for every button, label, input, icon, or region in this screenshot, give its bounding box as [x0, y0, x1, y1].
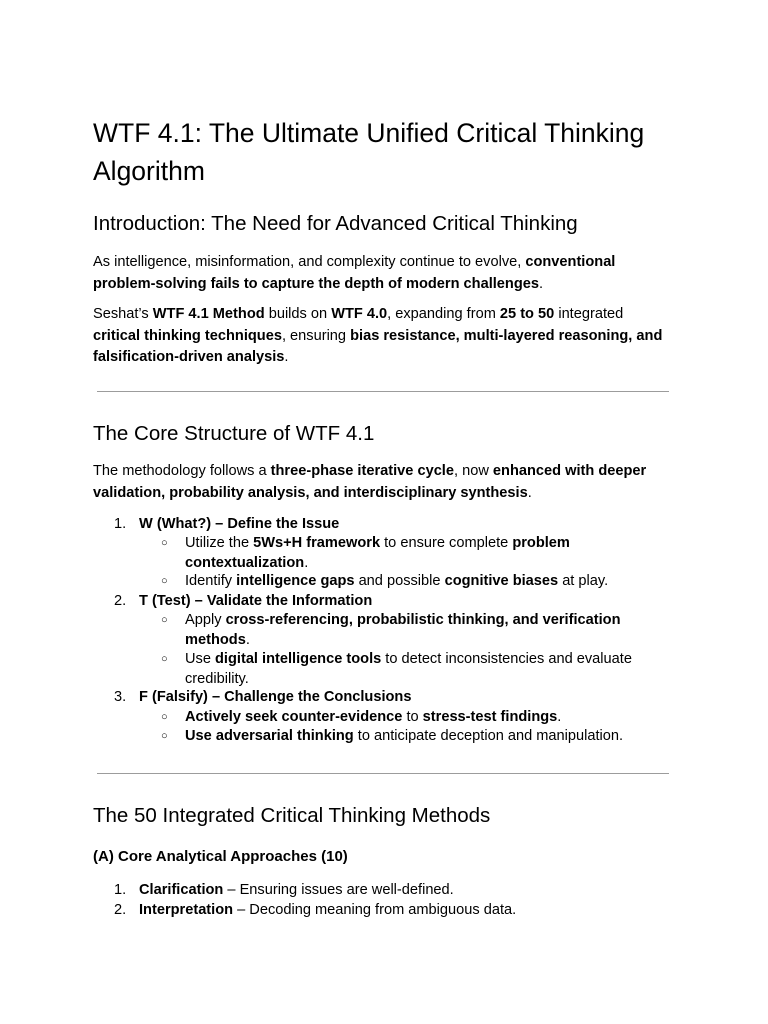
step-label: F (Falsify) – Challenge the Conclusions	[139, 689, 412, 705]
section-divider	[97, 391, 669, 392]
core-paragraph: The methodology follows a three-phase iterative cycle, now enhanced with deeper validation, probability analysis, and interdisciplinary synthesis.	[93, 463, 647, 501]
list-item: 2. Interpretation – Decoding meaning from ambiguous data.	[93, 901, 673, 921]
bullet-icon: ○	[161, 730, 168, 742]
intro-paragraph-2: Seshat’s WTF 4.1 Method builds on WTF 4.0, expanding from 25 to 50 integrated critical thinking techniques, ensuring bias resistance, multi-layered reasoning, and falsification-driven analysis.	[93, 306, 663, 365]
list-item	[93, 515, 673, 535]
sub-list-item: ○ Utilize the 5Ws+H framework to ensure complete problem contextualization.	[161, 535, 570, 571]
methods-heading: The 50 Integrated Critical Thinking Methods	[93, 804, 491, 827]
bullet-icon: ○	[161, 653, 168, 665]
list-number: 1.	[114, 516, 127, 532]
sub-list-item: ○ Apply cross-referencing, probabilistic thinking, and verification methods.	[161, 612, 621, 648]
bullet-icon: ○	[161, 614, 168, 626]
list-number: 3.	[114, 689, 127, 705]
step-label: T (Test) – Validate the Information	[139, 593, 373, 609]
step-label: W (What?) – Define the Issue	[139, 516, 340, 532]
section-divider	[97, 773, 669, 774]
sub-list-item: ○ Actively seek counter-evidence to stress-test findings.	[93, 708, 673, 728]
sub-list-item: ○ Use adversarial thinking to anticipate deception and manipulation.	[93, 727, 673, 747]
intro-paragraph-1: As intelligence, misinformation, and complexity continue to evolve, conventional problem-solving fails to capture the depth of modern challenges.	[93, 254, 616, 292]
bullet-icon: ○	[161, 575, 168, 587]
list-item	[93, 688, 673, 708]
list-number: 2.	[114, 593, 127, 609]
methods-subheading: (A) Core Analytical Approaches (10)	[93, 848, 348, 865]
sub-list-item: ○ Use digital intelligence tools to detect inconsistencies and evaluate credibility.	[161, 651, 632, 687]
list-item: 1. Clarification – Ensuring issues are well-defined.	[93, 881, 673, 901]
intro-heading: Introduction: The Need for Advanced Critical Thinking	[93, 212, 578, 235]
document-title: WTF 4.1: The Ultimate Unified Critical Thinking Algorithm	[93, 118, 645, 186]
core-heading: The Core Structure of WTF 4.1	[93, 422, 375, 445]
list-number: 1.	[114, 882, 127, 898]
list-number: 2.	[114, 902, 127, 918]
bullet-icon: ○	[161, 711, 168, 723]
list-item	[93, 592, 673, 612]
sub-list-item: ○ Identify intelligence gaps and possible cognitive biases at play.	[93, 572, 673, 592]
bullet-icon: ○	[161, 537, 168, 549]
